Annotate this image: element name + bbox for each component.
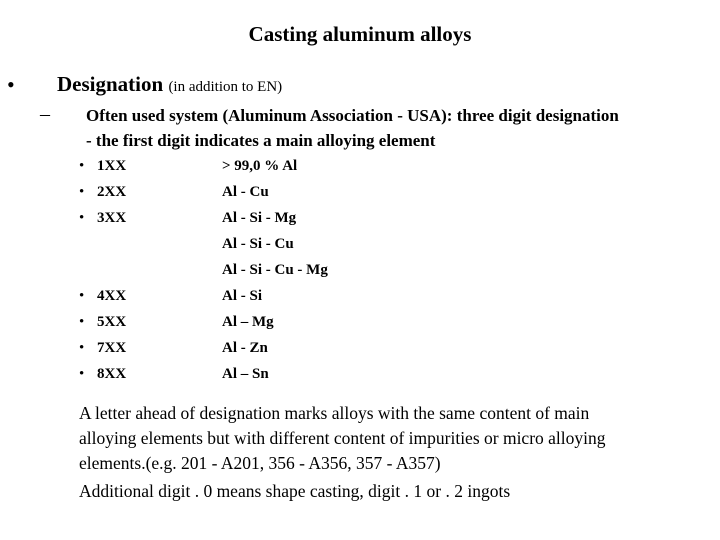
designation-heading — [57, 72, 282, 97]
alloy-desc: Al – Sn — [222, 366, 269, 382]
alloy-desc: Al - Si - Mg — [222, 210, 297, 226]
alloy-code: 7XX — [97, 340, 127, 356]
system-line-2: - the first digit indicates a main alloying element — [86, 131, 436, 150]
slide-title: Casting aluminum alloys — [248, 22, 472, 46]
alloy-desc: Al - Si — [222, 288, 263, 304]
alloy-code: 8XX — [97, 366, 127, 382]
alloy-bullet: • — [79, 340, 85, 356]
alloy-bullet: • — [79, 158, 85, 174]
alloy-desc: Al – Mg — [222, 314, 274, 330]
alloy-desc: > 99,0 % Al — [222, 158, 298, 174]
alloy-code: 3XX — [97, 210, 127, 226]
bullet-designation: • — [7, 72, 15, 97]
alloy-bullet: • — [79, 210, 85, 226]
alloy-code: 5XX — [97, 314, 127, 330]
alloy-code: 2XX — [97, 184, 127, 200]
alloy-code: 4XX — [97, 288, 127, 304]
alloy-bullet: • — [79, 366, 85, 382]
note-line-2: alloying elements but with different content of impurities or micro alloying — [79, 428, 606, 448]
dash-system: – — [40, 103, 50, 125]
system-line-1: Often used system (Aluminum Association - USA): three digit designation — [86, 106, 619, 125]
alloy-desc: Al - Si - Cu — [222, 236, 294, 252]
designation-note: (in addition to EN) — [168, 79, 283, 95]
designation-heading-text: Designation — [57, 72, 164, 96]
alloy-bullet: • — [79, 184, 85, 200]
alloy-desc: Al - Si - Cu - Mg — [222, 262, 328, 278]
alloy-bullet: • — [79, 288, 85, 304]
note-line-3: elements.(e.g. 201 - A201, 356 - A356, 357 - A357) — [79, 453, 441, 473]
alloy-desc: Al - Zn — [222, 340, 268, 356]
note-line-4: Additional digit . 0 means shape casting, digit . 1 or . 2 ingots — [79, 481, 511, 501]
alloy-code: 1XX — [97, 158, 127, 174]
alloy-bullet: • — [79, 314, 85, 330]
note-line-1: A letter ahead of designation marks alloys with the same content of main — [79, 403, 590, 423]
alloy-desc: Al - Cu — [222, 184, 269, 200]
